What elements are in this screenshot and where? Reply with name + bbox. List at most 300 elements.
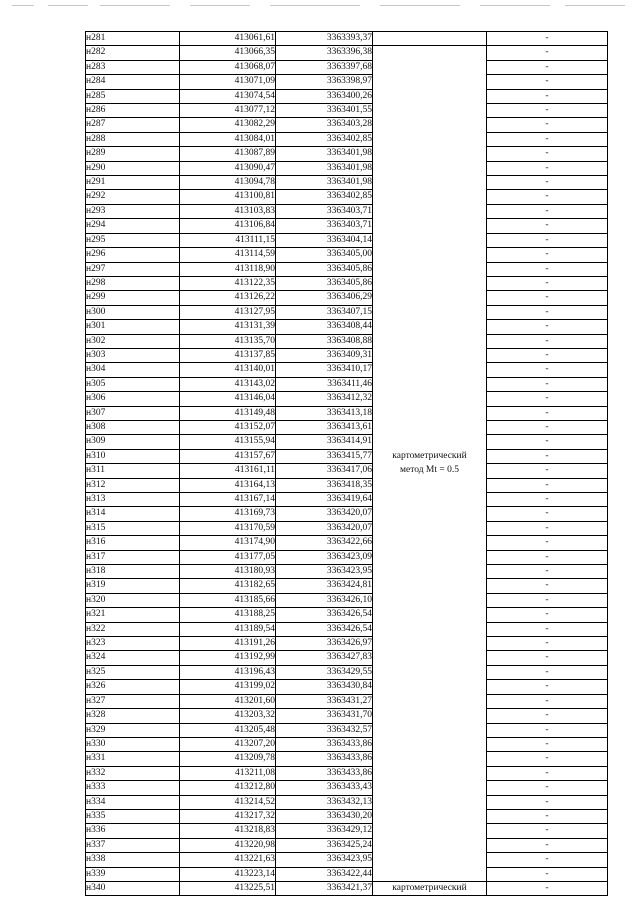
table-row bbox=[86, 60, 608, 74]
point-id-cell: н333 bbox=[86, 781, 180, 795]
x-coordinate-cell: 413201,60 bbox=[180, 694, 276, 708]
y-coordinate-cell: 3363423,09 bbox=[276, 550, 373, 564]
tolerance-cell: - bbox=[487, 608, 608, 622]
table-row bbox=[86, 536, 608, 550]
table-row bbox=[86, 507, 608, 521]
point-id-cell: н282 bbox=[86, 46, 180, 60]
tolerance-cell: - bbox=[487, 348, 608, 362]
y-coordinate-cell: 3363432,13 bbox=[276, 795, 373, 809]
point-id-cell: н317 bbox=[86, 550, 180, 564]
tolerance-cell: - bbox=[487, 622, 608, 636]
tolerance-cell: - bbox=[487, 536, 608, 550]
y-coordinate-cell: 3363422,66 bbox=[276, 536, 373, 550]
y-coordinate-cell: 3363425,24 bbox=[276, 838, 373, 852]
table-row bbox=[86, 809, 608, 823]
tolerance-cell: - bbox=[487, 781, 608, 795]
x-coordinate-cell: 413174,90 bbox=[180, 536, 276, 550]
y-coordinate-cell: 3363429,12 bbox=[276, 824, 373, 838]
table-row bbox=[86, 32, 608, 46]
tolerance-cell: - bbox=[487, 406, 608, 420]
tolerance-cell: - bbox=[487, 276, 608, 290]
x-coordinate-cell: 413100,81 bbox=[180, 190, 276, 204]
x-coordinate-cell: 413157,67 bbox=[180, 449, 276, 463]
table-row bbox=[86, 795, 608, 809]
point-id-cell: н300 bbox=[86, 305, 180, 319]
method-cell: картометрический bbox=[373, 881, 487, 895]
point-id-cell: н325 bbox=[86, 665, 180, 679]
y-coordinate-cell: 3363433,86 bbox=[276, 766, 373, 780]
point-id-cell: н291 bbox=[86, 176, 180, 190]
tolerance-cell: - bbox=[487, 132, 608, 146]
point-id-cell: н318 bbox=[86, 565, 180, 579]
y-coordinate-cell: 3363401,98 bbox=[276, 176, 373, 190]
y-coordinate-cell: 3363431,27 bbox=[276, 694, 373, 708]
x-coordinate-cell: 413203,32 bbox=[180, 709, 276, 723]
y-coordinate-cell: 3363410,17 bbox=[276, 363, 373, 377]
tolerance-cell: - bbox=[487, 795, 608, 809]
table-row bbox=[86, 464, 608, 478]
point-id-cell: н285 bbox=[86, 89, 180, 103]
y-coordinate-cell: 3363397,68 bbox=[276, 60, 373, 74]
y-coordinate-cell: 3363412,32 bbox=[276, 392, 373, 406]
point-id-cell: н335 bbox=[86, 809, 180, 823]
table-row bbox=[86, 680, 608, 694]
tolerance-cell: - bbox=[487, 651, 608, 665]
point-id-cell: н287 bbox=[86, 118, 180, 132]
x-coordinate-cell: 413143,02 bbox=[180, 377, 276, 391]
tolerance-cell: - bbox=[487, 219, 608, 233]
point-id-cell: н331 bbox=[86, 752, 180, 766]
x-coordinate-cell: 413146,04 bbox=[180, 392, 276, 406]
point-id-cell: н304 bbox=[86, 363, 180, 377]
point-id-cell: н292 bbox=[86, 190, 180, 204]
y-coordinate-cell: 3363420,07 bbox=[276, 521, 373, 535]
table-row bbox=[86, 46, 608, 60]
table-row bbox=[86, 204, 608, 218]
table-row bbox=[86, 723, 608, 737]
tolerance-cell: - bbox=[487, 435, 608, 449]
point-id-cell: н338 bbox=[86, 853, 180, 867]
tolerance-cell: - bbox=[487, 521, 608, 535]
x-coordinate-cell: 413212,80 bbox=[180, 781, 276, 795]
x-coordinate-cell: 413140,01 bbox=[180, 363, 276, 377]
method-accuracy-label: метод Mt = 0.5 bbox=[399, 464, 459, 475]
x-coordinate-cell: 413152,07 bbox=[180, 420, 276, 434]
y-coordinate-cell: 3363419,64 bbox=[276, 493, 373, 507]
y-coordinate-cell: 3363417,06 bbox=[276, 464, 373, 478]
table-row bbox=[86, 248, 608, 262]
y-coordinate-cell: 3363407,15 bbox=[276, 305, 373, 319]
tolerance-cell: - bbox=[487, 147, 608, 161]
table-row bbox=[86, 147, 608, 161]
y-coordinate-cell: 3363423,95 bbox=[276, 565, 373, 579]
y-coordinate-cell: 3363405,00 bbox=[276, 248, 373, 262]
y-coordinate-cell: 3363402,85 bbox=[276, 190, 373, 204]
x-coordinate-cell: 413196,43 bbox=[180, 665, 276, 679]
x-coordinate-cell: 413082,29 bbox=[180, 118, 276, 132]
x-coordinate-cell: 413071,09 bbox=[180, 75, 276, 89]
table-row bbox=[86, 853, 608, 867]
table-row bbox=[86, 737, 608, 751]
tolerance-cell: - bbox=[487, 449, 608, 463]
x-coordinate-cell: 413191,26 bbox=[180, 637, 276, 651]
point-id-cell: н307 bbox=[86, 406, 180, 420]
table-row bbox=[86, 622, 608, 636]
x-coordinate-cell: 413218,83 bbox=[180, 824, 276, 838]
y-coordinate-cell: 3363433,43 bbox=[276, 781, 373, 795]
table-row bbox=[86, 867, 608, 881]
x-coordinate-cell: 413061,61 bbox=[180, 32, 276, 46]
tolerance-cell: - bbox=[487, 320, 608, 334]
table-row bbox=[86, 334, 608, 348]
point-id-cell: н334 bbox=[86, 795, 180, 809]
tolerance-cell: - bbox=[487, 824, 608, 838]
tolerance-cell: - bbox=[487, 637, 608, 651]
y-coordinate-cell: 3363426,54 bbox=[276, 622, 373, 636]
y-coordinate-cell: 3363398,97 bbox=[276, 75, 373, 89]
table-row bbox=[86, 824, 608, 838]
point-id-cell: н306 bbox=[86, 392, 180, 406]
point-id-cell: н301 bbox=[86, 320, 180, 334]
tolerance-cell: - bbox=[487, 190, 608, 204]
point-id-cell: н328 bbox=[86, 709, 180, 723]
x-coordinate-cell: 413118,90 bbox=[180, 262, 276, 276]
table-row bbox=[86, 478, 608, 492]
table-row bbox=[86, 348, 608, 362]
point-id-cell: н281 bbox=[86, 32, 180, 46]
y-coordinate-cell: 3363405,86 bbox=[276, 262, 373, 276]
point-id-cell: н336 bbox=[86, 824, 180, 838]
coordinates-table-body bbox=[86, 32, 608, 896]
y-coordinate-cell: 3363429,55 bbox=[276, 665, 373, 679]
x-coordinate-cell: 413077,12 bbox=[180, 104, 276, 118]
table-row bbox=[86, 521, 608, 535]
x-coordinate-cell: 413111,15 bbox=[180, 233, 276, 247]
point-id-cell: н288 bbox=[86, 132, 180, 146]
table-row bbox=[86, 550, 608, 564]
point-id-cell: н315 bbox=[86, 521, 180, 535]
table-row bbox=[86, 176, 608, 190]
coordinates-table bbox=[85, 31, 608, 896]
table-row bbox=[86, 161, 608, 175]
point-id-cell: н311 bbox=[86, 464, 180, 478]
y-coordinate-cell: 3363411,46 bbox=[276, 377, 373, 391]
x-coordinate-cell: 413094,78 bbox=[180, 176, 276, 190]
tolerance-cell: - bbox=[487, 665, 608, 679]
tolerance-cell: - bbox=[487, 478, 608, 492]
x-coordinate-cell: 413188,25 bbox=[180, 608, 276, 622]
x-coordinate-cell: 413221,63 bbox=[180, 853, 276, 867]
point-id-cell: н313 bbox=[86, 493, 180, 507]
y-coordinate-cell: 3363430,20 bbox=[276, 809, 373, 823]
x-coordinate-cell: 413074,54 bbox=[180, 89, 276, 103]
point-id-cell: н314 bbox=[86, 507, 180, 521]
point-id-cell: н329 bbox=[86, 723, 180, 737]
table-row bbox=[86, 233, 608, 247]
tolerance-cell: - bbox=[487, 579, 608, 593]
y-coordinate-cell: 3363403,28 bbox=[276, 118, 373, 132]
tolerance-cell: - bbox=[487, 493, 608, 507]
tolerance-cell: - bbox=[487, 392, 608, 406]
tolerance-cell: - bbox=[487, 723, 608, 737]
x-coordinate-cell: 413214,52 bbox=[180, 795, 276, 809]
table-row bbox=[86, 320, 608, 334]
table-row bbox=[86, 291, 608, 305]
scan-header-artifact bbox=[0, 0, 640, 8]
x-coordinate-cell: 413223,14 bbox=[180, 867, 276, 881]
x-coordinate-cell: 413084,01 bbox=[180, 132, 276, 146]
table-row bbox=[86, 420, 608, 434]
x-coordinate-cell: 413103,83 bbox=[180, 204, 276, 218]
tolerance-cell: - bbox=[487, 809, 608, 823]
x-coordinate-cell: 413106,84 bbox=[180, 219, 276, 233]
point-id-cell: н321 bbox=[86, 608, 180, 622]
x-coordinate-cell: 413127,95 bbox=[180, 305, 276, 319]
table-row bbox=[86, 665, 608, 679]
point-id-cell: н297 bbox=[86, 262, 180, 276]
y-coordinate-cell: 3363396,38 bbox=[276, 46, 373, 60]
table-row bbox=[86, 305, 608, 319]
tolerance-cell: - bbox=[487, 32, 608, 46]
point-id-cell: н322 bbox=[86, 622, 180, 636]
y-coordinate-cell: 3363424,81 bbox=[276, 579, 373, 593]
x-coordinate-cell: 413066,35 bbox=[180, 46, 276, 60]
tolerance-cell: - bbox=[487, 89, 608, 103]
y-coordinate-cell: 3363406,29 bbox=[276, 291, 373, 305]
point-id-cell: н320 bbox=[86, 593, 180, 607]
y-coordinate-cell: 3363421,37 bbox=[276, 881, 373, 895]
point-id-cell: н293 bbox=[86, 204, 180, 218]
y-coordinate-cell: 3363401,98 bbox=[276, 161, 373, 175]
tolerance-cell: - bbox=[487, 46, 608, 60]
tolerance-cell: - bbox=[487, 204, 608, 218]
tolerance-cell: - bbox=[487, 377, 608, 391]
tolerance-cell: - bbox=[487, 565, 608, 579]
x-coordinate-cell: 413199,02 bbox=[180, 680, 276, 694]
y-coordinate-cell: 3363413,18 bbox=[276, 406, 373, 420]
x-coordinate-cell: 413211,08 bbox=[180, 766, 276, 780]
point-id-cell: н284 bbox=[86, 75, 180, 89]
y-coordinate-cell: 3363393,37 bbox=[276, 32, 373, 46]
y-coordinate-cell: 3363422,44 bbox=[276, 867, 373, 881]
tolerance-cell: - bbox=[487, 363, 608, 377]
tolerance-cell: - bbox=[487, 75, 608, 89]
point-id-cell: н298 bbox=[86, 276, 180, 290]
tolerance-cell: - bbox=[487, 680, 608, 694]
point-id-cell: н299 bbox=[86, 291, 180, 305]
point-id-cell: н296 bbox=[86, 248, 180, 262]
tolerance-cell: - bbox=[487, 420, 608, 434]
tolerance-cell: - bbox=[487, 867, 608, 881]
x-coordinate-cell: 413189,54 bbox=[180, 622, 276, 636]
y-coordinate-cell: 3363433,86 bbox=[276, 737, 373, 751]
x-coordinate-cell: 413225,51 bbox=[180, 881, 276, 895]
table-row bbox=[86, 593, 608, 607]
point-id-cell: н295 bbox=[86, 233, 180, 247]
tolerance-cell: - bbox=[487, 161, 608, 175]
point-id-cell: н302 bbox=[86, 334, 180, 348]
y-coordinate-cell: 3363431,70 bbox=[276, 709, 373, 723]
point-id-cell: н326 bbox=[86, 680, 180, 694]
method-cell bbox=[373, 46, 487, 882]
point-id-cell: н339 bbox=[86, 867, 180, 881]
y-coordinate-cell: 3363426,97 bbox=[276, 637, 373, 651]
point-id-cell: н319 bbox=[86, 579, 180, 593]
x-coordinate-cell: 413182,65 bbox=[180, 579, 276, 593]
y-coordinate-cell: 3363400,26 bbox=[276, 89, 373, 103]
point-id-cell: н305 bbox=[86, 377, 180, 391]
tolerance-cell: - bbox=[487, 118, 608, 132]
tolerance-cell: - bbox=[487, 752, 608, 766]
table-row bbox=[86, 276, 608, 290]
point-id-cell: н308 bbox=[86, 420, 180, 434]
table-row bbox=[86, 190, 608, 204]
table-row bbox=[86, 608, 608, 622]
y-coordinate-cell: 3363401,98 bbox=[276, 147, 373, 161]
y-coordinate-cell: 3363418,35 bbox=[276, 478, 373, 492]
x-coordinate-cell: 413126,22 bbox=[180, 291, 276, 305]
tolerance-cell: - bbox=[487, 233, 608, 247]
table-row bbox=[86, 838, 608, 852]
point-id-cell: н323 bbox=[86, 637, 180, 651]
y-coordinate-cell: 3363408,88 bbox=[276, 334, 373, 348]
x-coordinate-cell: 413164,13 bbox=[180, 478, 276, 492]
tolerance-cell: - bbox=[487, 838, 608, 852]
y-coordinate-cell: 3363426,10 bbox=[276, 593, 373, 607]
table-row bbox=[86, 435, 608, 449]
table-row bbox=[86, 262, 608, 276]
point-id-cell: н330 bbox=[86, 737, 180, 751]
table-row bbox=[86, 637, 608, 651]
x-coordinate-cell: 413167,14 bbox=[180, 493, 276, 507]
y-coordinate-cell: 3363430,84 bbox=[276, 680, 373, 694]
point-id-cell: н290 bbox=[86, 161, 180, 175]
x-coordinate-cell: 413205,48 bbox=[180, 723, 276, 737]
table-row bbox=[86, 118, 608, 132]
tolerance-cell: - bbox=[487, 464, 608, 478]
y-coordinate-cell: 3363433,86 bbox=[276, 752, 373, 766]
x-coordinate-cell: 413087,89 bbox=[180, 147, 276, 161]
tolerance-cell: - bbox=[487, 291, 608, 305]
table-row bbox=[86, 132, 608, 146]
y-coordinate-cell: 3363415,77 bbox=[276, 449, 373, 463]
y-coordinate-cell: 3363423,95 bbox=[276, 853, 373, 867]
table-row bbox=[86, 449, 608, 463]
x-coordinate-cell: 413155,94 bbox=[180, 435, 276, 449]
point-id-cell: н294 bbox=[86, 219, 180, 233]
x-coordinate-cell: 413185,66 bbox=[180, 593, 276, 607]
x-coordinate-cell: 413149,48 bbox=[180, 406, 276, 420]
table-row bbox=[86, 104, 608, 118]
table-row bbox=[86, 89, 608, 103]
x-coordinate-cell: 413170,59 bbox=[180, 521, 276, 535]
point-id-cell: н303 bbox=[86, 348, 180, 362]
point-id-cell: н332 bbox=[86, 766, 180, 780]
table-row bbox=[86, 493, 608, 507]
table-row bbox=[86, 579, 608, 593]
point-id-cell: н340 bbox=[86, 881, 180, 895]
tolerance-cell: - bbox=[487, 248, 608, 262]
tolerance-cell: - bbox=[487, 853, 608, 867]
y-coordinate-cell: 3363408,44 bbox=[276, 320, 373, 334]
y-coordinate-cell: 3363420,07 bbox=[276, 507, 373, 521]
x-coordinate-cell: 413090,47 bbox=[180, 161, 276, 175]
tolerance-cell: - bbox=[487, 694, 608, 708]
tolerance-cell: - bbox=[487, 593, 608, 607]
tolerance-cell: - bbox=[487, 737, 608, 751]
table-row bbox=[86, 392, 608, 406]
point-id-cell: н312 bbox=[86, 478, 180, 492]
x-coordinate-cell: 413161,11 bbox=[180, 464, 276, 478]
point-id-cell: н324 bbox=[86, 651, 180, 665]
x-coordinate-cell: 413220,98 bbox=[180, 838, 276, 852]
x-coordinate-cell: 413192,99 bbox=[180, 651, 276, 665]
table-row bbox=[86, 709, 608, 723]
y-coordinate-cell: 3363409,31 bbox=[276, 348, 373, 362]
y-coordinate-cell: 3363427,83 bbox=[276, 651, 373, 665]
table-row bbox=[86, 881, 608, 895]
tolerance-cell: - bbox=[487, 104, 608, 118]
table-row bbox=[86, 752, 608, 766]
tolerance-cell: - bbox=[487, 60, 608, 74]
y-coordinate-cell: 3363401,55 bbox=[276, 104, 373, 118]
point-id-cell: н337 bbox=[86, 838, 180, 852]
table-row bbox=[86, 565, 608, 579]
x-coordinate-cell: 413122,35 bbox=[180, 276, 276, 290]
method-label: картометрический bbox=[392, 451, 467, 462]
tolerance-cell: - bbox=[487, 550, 608, 564]
tolerance-cell: - bbox=[487, 176, 608, 190]
table-row bbox=[86, 219, 608, 233]
x-coordinate-cell: 413135,70 bbox=[180, 334, 276, 348]
x-coordinate-cell: 413131,39 bbox=[180, 320, 276, 334]
x-coordinate-cell: 413180,93 bbox=[180, 565, 276, 579]
tolerance-cell: - bbox=[487, 766, 608, 780]
x-coordinate-cell: 413217,32 bbox=[180, 809, 276, 823]
x-coordinate-cell: 413068,07 bbox=[180, 60, 276, 74]
method-cell-empty bbox=[373, 32, 487, 46]
tolerance-cell: - bbox=[487, 507, 608, 521]
table-row bbox=[86, 781, 608, 795]
tolerance-cell: - bbox=[487, 709, 608, 723]
tolerance-cell: - bbox=[487, 881, 608, 895]
point-id-cell: н286 bbox=[86, 104, 180, 118]
point-id-cell: н316 bbox=[86, 536, 180, 550]
y-coordinate-cell: 3363403,71 bbox=[276, 219, 373, 233]
point-id-cell: н289 bbox=[86, 147, 180, 161]
table-row bbox=[86, 651, 608, 665]
y-coordinate-cell: 3363414,91 bbox=[276, 435, 373, 449]
y-coordinate-cell: 3363403,71 bbox=[276, 204, 373, 218]
x-coordinate-cell: 413209,78 bbox=[180, 752, 276, 766]
x-coordinate-cell: 413207,20 bbox=[180, 737, 276, 751]
y-coordinate-cell: 3363404,14 bbox=[276, 233, 373, 247]
x-coordinate-cell: 413177,05 bbox=[180, 550, 276, 564]
x-coordinate-cell: 413169,73 bbox=[180, 507, 276, 521]
y-coordinate-cell: 3363405,86 bbox=[276, 276, 373, 290]
point-id-cell: н310 bbox=[86, 449, 180, 463]
x-coordinate-cell: 413137,85 bbox=[180, 348, 276, 362]
y-coordinate-cell: 3363432,57 bbox=[276, 723, 373, 737]
table-row bbox=[86, 406, 608, 420]
table-row bbox=[86, 363, 608, 377]
table-row bbox=[86, 377, 608, 391]
table-row bbox=[86, 766, 608, 780]
y-coordinate-cell: 3363426,54 bbox=[276, 608, 373, 622]
x-coordinate-cell: 413114,59 bbox=[180, 248, 276, 262]
point-id-cell: н327 bbox=[86, 694, 180, 708]
tolerance-cell: - bbox=[487, 334, 608, 348]
